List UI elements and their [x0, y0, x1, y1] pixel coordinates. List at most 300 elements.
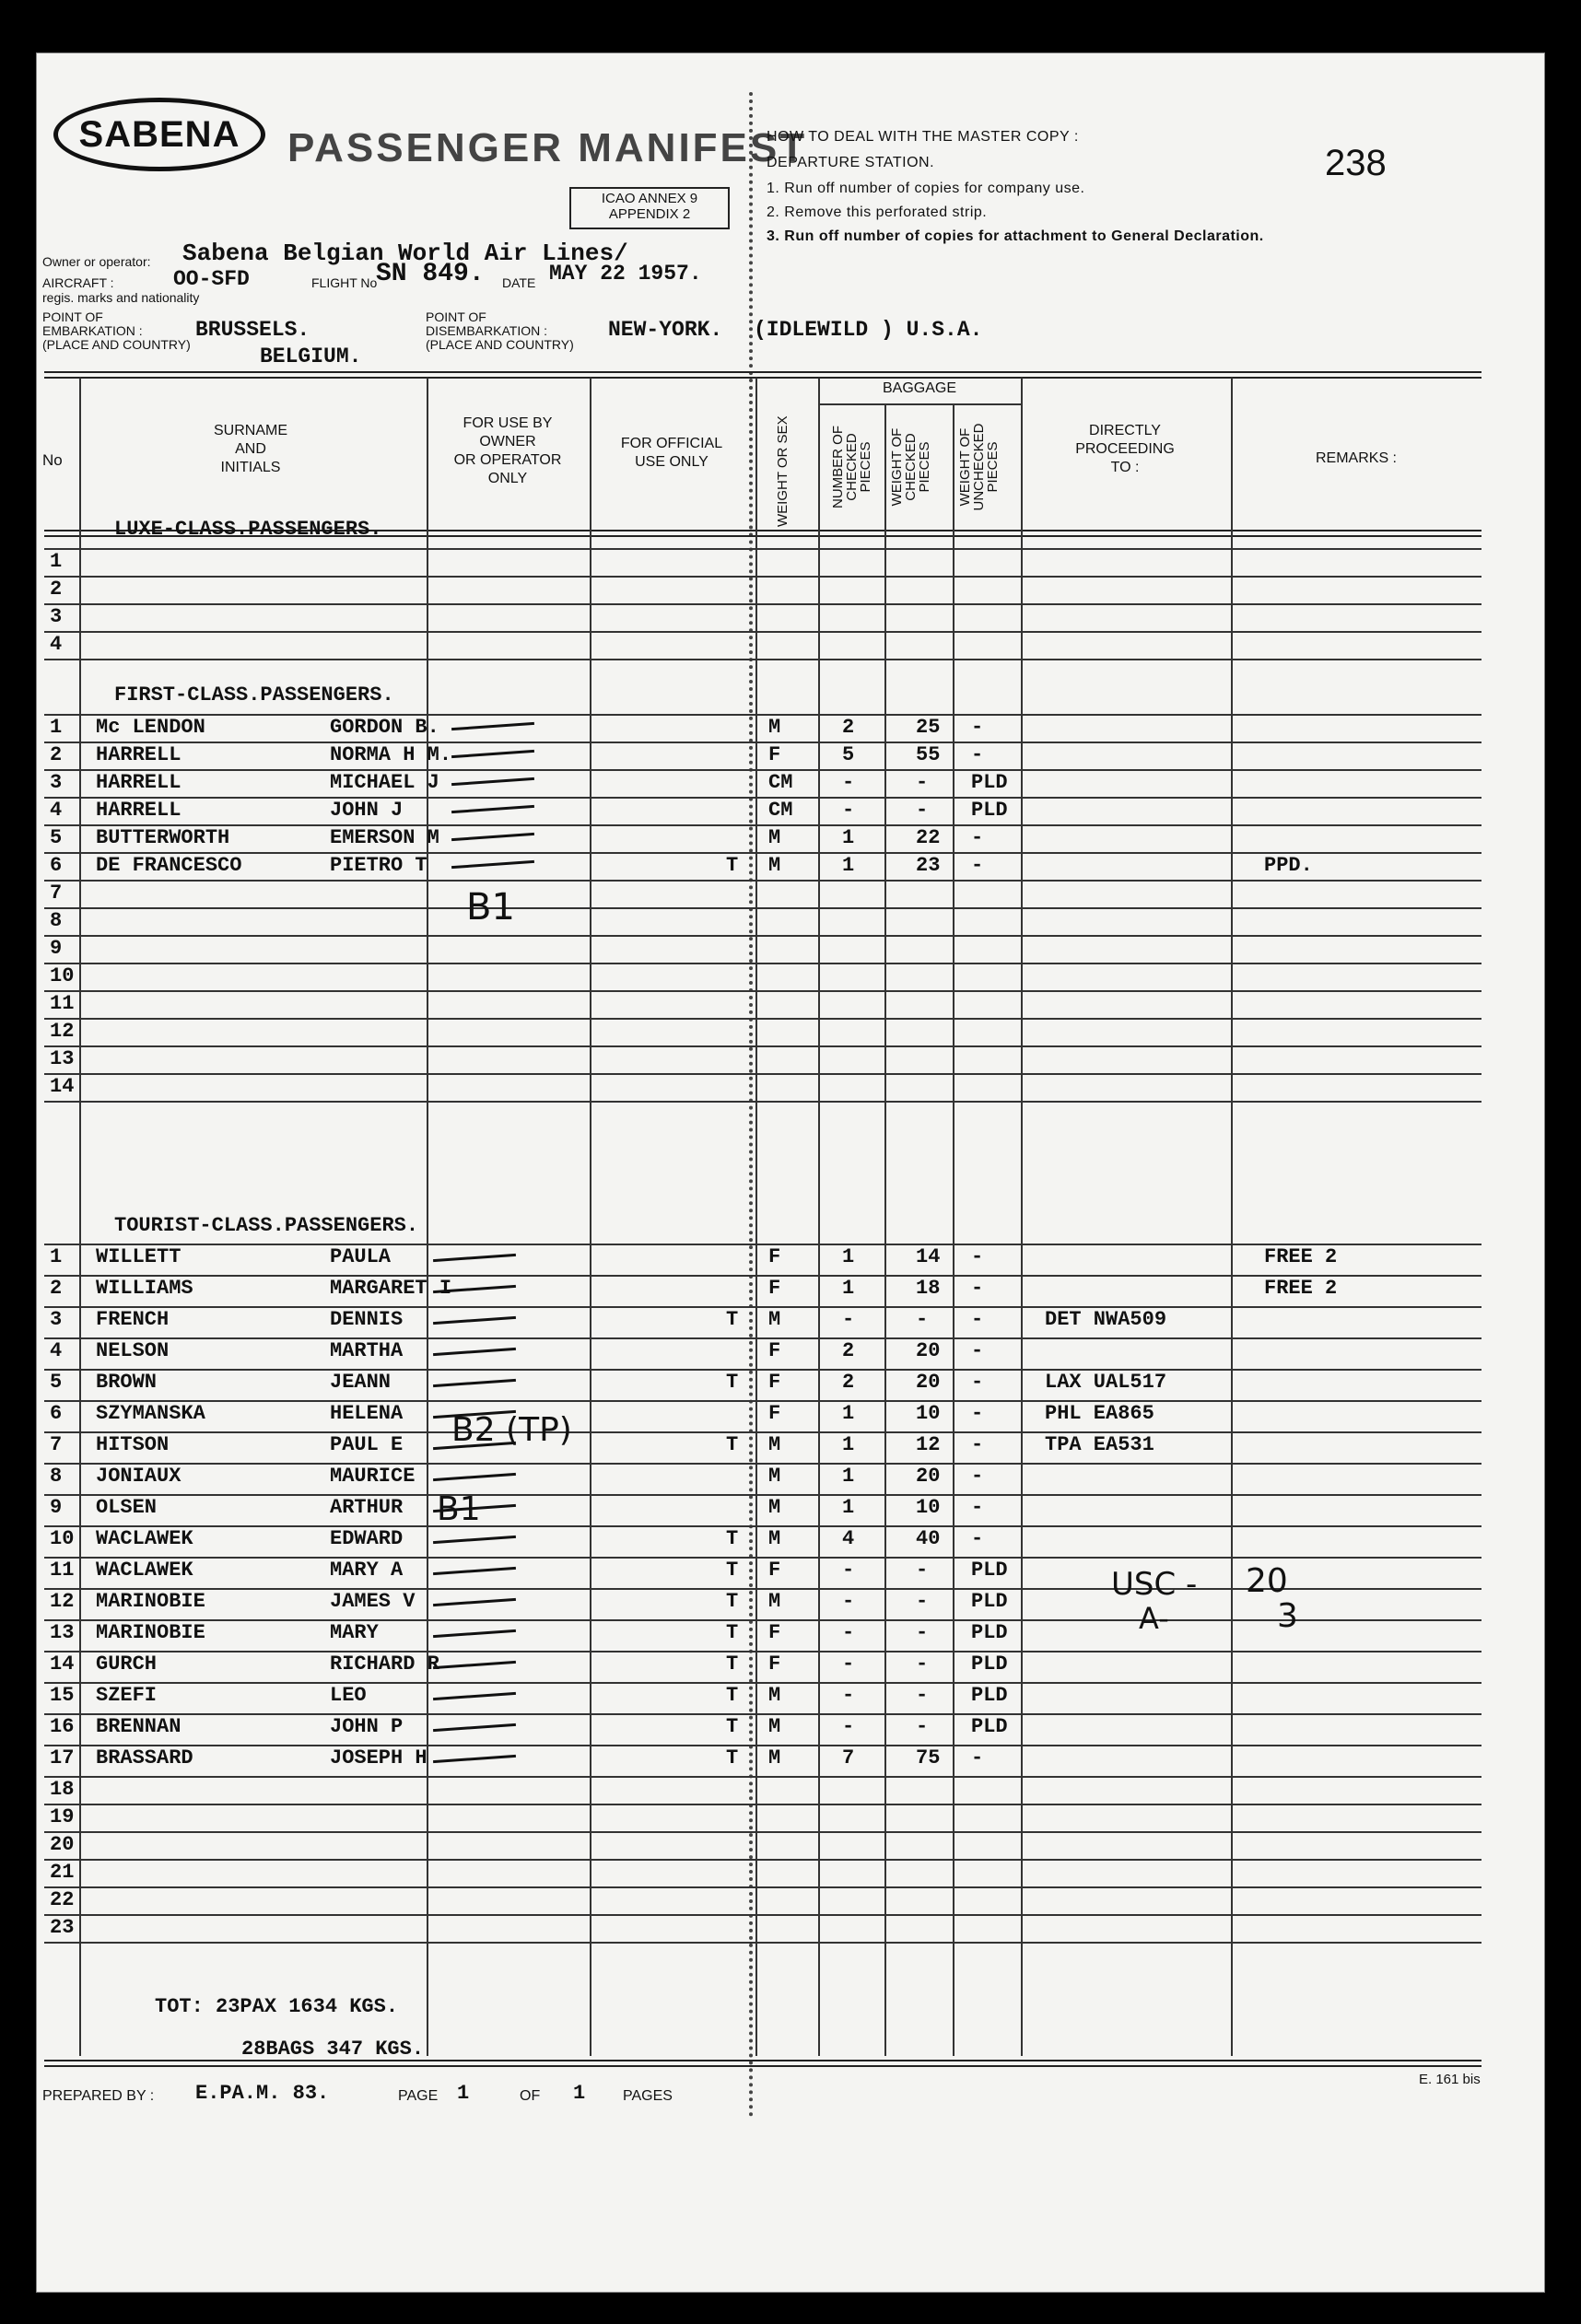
row-number: 4 [50, 633, 63, 656]
grid-v-7 [953, 405, 954, 2056]
checked-pieces: - [842, 1590, 855, 1613]
row-rule [44, 824, 1481, 826]
row-number: 20 [50, 1833, 75, 1856]
table-bottom-rule [44, 2060, 1481, 2067]
row-number: 19 [50, 1805, 75, 1828]
row-rule [44, 1525, 1481, 1527]
disembarkation-value: NEW-YORK. [608, 318, 723, 342]
row-number: 7 [50, 1433, 63, 1456]
checked-pieces: - [842, 1684, 855, 1707]
passenger-surname: WILLIAMS [96, 1277, 193, 1300]
passenger-given-name: JOHN P [330, 1715, 404, 1738]
passenger-sex: M [768, 1496, 781, 1519]
row-rule [44, 1713, 1481, 1715]
col-owner-use: FOR USE BY OWNER OR OPERATOR ONLY [453, 415, 562, 486]
unchecked-weight: - [971, 1433, 984, 1456]
passenger-given-name: MARY [330, 1621, 379, 1644]
row-number: 3 [50, 771, 63, 794]
instruction-line-1: 1. Run off number of copies for company use. [767, 181, 1085, 196]
checked-weight: 20 [916, 1371, 941, 1394]
passenger-surname: HARRELL [96, 743, 182, 766]
unchecked-weight: PLD [971, 1621, 1008, 1644]
checked-pieces: 1 [842, 1245, 855, 1268]
checked-weight: - [916, 1715, 929, 1738]
date-label: DATE [502, 275, 536, 290]
row-number: 12 [50, 1590, 75, 1613]
passenger-sex: F [768, 1277, 781, 1300]
passenger-surname: BRENNAN [96, 1715, 182, 1738]
passenger-given-name: MAURICE [330, 1465, 416, 1488]
row-rule [44, 935, 1481, 937]
unchecked-weight: - [971, 716, 984, 739]
col-remarks: REMARKS : [1315, 450, 1397, 466]
row-number: 22 [50, 1888, 75, 1911]
row-rule [44, 659, 1481, 660]
row-number: 9 [50, 1496, 63, 1519]
official-mark: T [726, 1527, 739, 1550]
row-number: 1 [50, 716, 63, 739]
row-number: 13 [50, 1047, 75, 1070]
checked-weight: - [916, 1308, 929, 1331]
official-mark: T [726, 1746, 739, 1769]
official-mark: T [726, 1433, 739, 1456]
row-number: 10 [50, 1527, 75, 1550]
official-mark: T [726, 854, 739, 877]
row-rule [44, 990, 1481, 992]
col-weight-sex: WEIGHT OR SEX [775, 415, 790, 527]
row-number: 4 [50, 799, 63, 822]
passenger-sex: M [768, 716, 781, 739]
passenger-surname: MARINOBIE [96, 1621, 205, 1644]
aircraft-sub-label: regis. marks and nationality [42, 290, 200, 305]
grid-v-6 [884, 405, 886, 2056]
row-number: 2 [50, 578, 63, 601]
checked-weight: - [916, 1684, 929, 1707]
row-rule [44, 1101, 1481, 1103]
owner-label: Owner or operator: [42, 254, 151, 269]
checked-pieces: 1 [842, 826, 855, 849]
row-rule [44, 1018, 1481, 1020]
col-no: No [42, 451, 63, 469]
passenger-surname: HARRELL [96, 799, 182, 822]
passenger-sex: M [768, 1590, 781, 1613]
passenger-given-name: HELENA [330, 1402, 404, 1425]
instruction-line-2: 2. Remove this perforated strip. [767, 204, 988, 220]
unchecked-weight: PLD [971, 1652, 1008, 1676]
handwritten-count-a: 20 [1246, 1562, 1288, 1600]
passenger-given-name: ARTHUR [330, 1496, 404, 1519]
checked-weight: 18 [916, 1277, 941, 1300]
passenger-given-name: PIETRO T [330, 854, 427, 877]
checked-pieces: 5 [842, 743, 855, 766]
aircraft-value: OO-SFD [173, 267, 250, 291]
row-number: 1 [50, 1245, 63, 1268]
row-number: 3 [50, 605, 63, 628]
col-baggage: BAGGAGE [882, 380, 957, 396]
col-unchecked-weight: WEIGHT OF UNCHECKED PIECES [957, 423, 1001, 511]
checked-weight: 20 [916, 1465, 941, 1488]
embarkation-label: POINT OF EMBARKATION : (PLACE AND COUNTRY) [42, 309, 191, 352]
flight-value: SN 849. [376, 260, 485, 288]
row-number: 4 [50, 1339, 63, 1362]
row-number: 17 [50, 1746, 75, 1769]
checked-pieces: 1 [842, 1402, 855, 1425]
totals-line-2: 28BAGS 347 KGS. [241, 2038, 425, 2061]
passenger-given-name: JOSEPH H [330, 1746, 427, 1769]
remarks: FREE 2 [1264, 1245, 1338, 1268]
unchecked-weight: - [971, 1465, 984, 1488]
checked-pieces: 1 [842, 1433, 855, 1456]
unchecked-weight: PLD [971, 1715, 1008, 1738]
passenger-sex: M [768, 1746, 781, 1769]
instructions-title: HOW TO DEAL WITH THE MASTER COPY : [767, 129, 1079, 145]
passenger-given-name: PAUL E [330, 1433, 404, 1456]
instructions-subtitle: DEPARTURE STATION. [767, 155, 935, 170]
passenger-sex: F [768, 743, 781, 766]
row-rule [44, 1886, 1481, 1888]
prepared-by-label: PREPARED BY : [42, 2088, 155, 2104]
checked-pieces: - [842, 1715, 855, 1738]
row-rule [44, 1859, 1481, 1861]
row-rule [44, 907, 1481, 909]
passenger-surname: WACLAWEK [96, 1559, 193, 1582]
row-rule [44, 1337, 1481, 1339]
passenger-sex: M [768, 1684, 781, 1707]
row-number: 6 [50, 1402, 63, 1425]
disembarkation-airport: (IDLEWILD ) U.S.A. [754, 318, 983, 342]
icao-annex-box [569, 187, 730, 229]
col-surname: SURNAME AND INITIALS [213, 423, 287, 475]
passenger-surname: FRENCH [96, 1308, 170, 1331]
row-number: 13 [50, 1621, 75, 1644]
prepared-by-value: E.PA.M. 83. [195, 2082, 330, 2105]
row-rule [44, 1400, 1481, 1402]
passenger-sex: F [768, 1339, 781, 1362]
passenger-sex: CM [768, 771, 793, 794]
row-number: 14 [50, 1075, 75, 1098]
passenger-sex: M [768, 1308, 781, 1331]
handwritten-b1-tourist: B1 [437, 1490, 481, 1528]
row-number: 2 [50, 1277, 63, 1300]
baggage-rule [818, 403, 1023, 405]
passenger-given-name: MARGARET I [330, 1277, 452, 1300]
row-rule [44, 1745, 1481, 1746]
unchecked-weight: - [971, 1746, 984, 1769]
col-checked-weight: WEIGHT OF CHECKED PIECES [889, 427, 932, 507]
page-value: 1 [457, 2082, 470, 2105]
passenger-surname: Mc LENDON [96, 716, 205, 739]
instruction-line-3: 3. Run off number of copies for attachment to General Declaration. [767, 228, 1264, 244]
checked-pieces: 2 [842, 1371, 855, 1394]
remarks: PPD. [1264, 854, 1313, 877]
unchecked-weight: - [971, 854, 984, 877]
checked-weight: 55 [916, 743, 941, 766]
row-number: 23 [50, 1916, 75, 1939]
row-number: 21 [50, 1861, 75, 1884]
passenger-given-name: GORDON B. [330, 716, 439, 739]
unchecked-weight: - [971, 1277, 984, 1300]
checked-weight: - [916, 799, 929, 822]
passenger-sex: M [768, 1433, 781, 1456]
checked-weight: 75 [916, 1746, 941, 1769]
unchecked-weight: - [971, 743, 984, 766]
checked-pieces: 2 [842, 716, 855, 739]
checked-pieces: 7 [842, 1746, 855, 1769]
handwritten-count-b: 3 [1277, 1597, 1298, 1635]
passenger-sex: M [768, 1465, 781, 1488]
passenger-sex: F [768, 1652, 781, 1676]
embarkation-country: BELGIUM. [260, 345, 362, 368]
section-first: FIRST-CLASS.PASSENGERS. [114, 683, 394, 707]
row-rule [44, 1804, 1481, 1805]
row-rule [44, 1494, 1481, 1496]
pages-label: PAGES [623, 2088, 673, 2104]
checked-pieces: 1 [842, 1277, 855, 1300]
page-number: 238 [1325, 143, 1387, 183]
row-number: 8 [50, 1465, 63, 1488]
checked-pieces: - [842, 1559, 855, 1582]
passenger-given-name: LEO [330, 1684, 367, 1707]
passenger-surname: NELSON [96, 1339, 170, 1362]
passenger-given-name: RICHARD R [330, 1652, 439, 1676]
checked-weight: - [916, 1621, 929, 1644]
passenger-surname: HITSON [96, 1433, 170, 1456]
official-mark: T [726, 1715, 739, 1738]
row-number: 10 [50, 964, 75, 987]
connecting-flight: LAX UAL517 [1045, 1371, 1167, 1394]
checked-weight: 40 [916, 1527, 941, 1550]
checked-weight: - [916, 1559, 929, 1582]
checked-weight: 22 [916, 826, 941, 849]
connecting-flight: PHL EA865 [1045, 1402, 1154, 1425]
row-number: 14 [50, 1652, 75, 1676]
passenger-sex: CM [768, 799, 793, 822]
passenger-given-name: NORMA H M. [330, 743, 452, 766]
official-mark: T [726, 1371, 739, 1394]
unchecked-weight: - [971, 1496, 984, 1519]
row-rule [44, 769, 1481, 771]
remarks: FREE 2 [1264, 1277, 1338, 1300]
passenger-given-name: MARTHA [330, 1339, 404, 1362]
official-mark: T [726, 1684, 739, 1707]
passenger-given-name: JOHN J [330, 799, 404, 822]
row-rule [44, 548, 1481, 550]
col-proceeding: DIRECTLY PROCEEDING TO : [1075, 423, 1175, 475]
passenger-sex: F [768, 1559, 781, 1582]
row-rule [44, 1776, 1481, 1778]
handwritten-b2: B2 (TP) [451, 1411, 572, 1449]
row-number: 16 [50, 1715, 75, 1738]
passenger-surname: GURCH [96, 1652, 158, 1676]
row-number: 2 [50, 743, 63, 766]
unchecked-weight: - [971, 1339, 984, 1362]
row-rule [44, 1682, 1481, 1684]
passenger-surname: WILLETT [96, 1245, 182, 1268]
row-rule [44, 1463, 1481, 1465]
official-mark: T [726, 1621, 739, 1644]
checked-weight: 10 [916, 1402, 941, 1425]
row-number: 9 [50, 937, 63, 960]
checked-pieces: 1 [842, 1465, 855, 1488]
section-tourist: TOURIST-CLASS.PASSENGERS. [114, 1214, 419, 1237]
manifest-sheet [37, 53, 1544, 2292]
official-mark: T [726, 1590, 739, 1613]
row-rule [44, 963, 1481, 964]
unchecked-weight: PLD [971, 799, 1008, 822]
row-number: 15 [50, 1684, 75, 1707]
checked-weight: 12 [916, 1433, 941, 1456]
passenger-given-name: EMERSON M [330, 826, 439, 849]
passenger-surname: BUTTERWORTH [96, 826, 230, 849]
row-rule [44, 880, 1481, 882]
of-value: 1 [573, 2082, 586, 2105]
row-rule [44, 1619, 1481, 1621]
passenger-surname: SZEFI [96, 1684, 158, 1707]
row-number: 18 [50, 1778, 75, 1801]
checked-weight: 20 [916, 1339, 941, 1362]
passenger-surname: WACLAWEK [96, 1527, 193, 1550]
checked-pieces: 1 [842, 1496, 855, 1519]
checked-pieces: 1 [842, 854, 855, 877]
row-number: 5 [50, 1371, 63, 1394]
passenger-surname: DE FRANCESCO [96, 854, 242, 877]
row-number: 11 [50, 992, 75, 1015]
passenger-given-name: MARY A [330, 1559, 404, 1582]
of-label: OF [520, 2088, 541, 2104]
passenger-given-name: JAMES V [330, 1590, 416, 1613]
connecting-flight: DET NWA509 [1045, 1308, 1167, 1331]
checked-pieces: - [842, 1652, 855, 1676]
unchecked-weight: - [971, 1527, 984, 1550]
checked-weight: 10 [916, 1496, 941, 1519]
passenger-given-name: EDWARD [330, 1527, 404, 1550]
icao-annex-text: ICAO ANNEX 9 APPENDIX 2 [601, 191, 698, 222]
checked-pieces: - [842, 799, 855, 822]
row-rule [44, 1431, 1481, 1433]
checked-weight: - [916, 771, 929, 794]
row-number: 11 [50, 1559, 75, 1582]
embarkation-value: BRUSSELS. [195, 318, 310, 342]
passenger-given-name: JEANN [330, 1371, 392, 1394]
passenger-sex: M [768, 826, 781, 849]
checked-weight: - [916, 1652, 929, 1676]
unchecked-weight: PLD [971, 771, 1008, 794]
form-code: E. 161 bis [1419, 2072, 1481, 2087]
row-rule [44, 603, 1481, 605]
row-rule [44, 1651, 1481, 1652]
passenger-sex: M [768, 854, 781, 877]
unchecked-weight: - [971, 1402, 984, 1425]
disembarkation-label: POINT OF DISEMBARKATION : (PLACE AND COUNTRY) [426, 309, 574, 352]
aircraft-label: AIRCRAFT : [42, 275, 114, 290]
passenger-given-name: PAULA [330, 1245, 392, 1268]
official-mark: T [726, 1559, 739, 1582]
row-rule [44, 576, 1481, 578]
unchecked-weight: PLD [971, 1684, 1008, 1707]
page-label: PAGE [398, 2088, 439, 2104]
passenger-sex: F [768, 1402, 781, 1425]
passenger-surname: OLSEN [96, 1496, 158, 1519]
row-rule [44, 1369, 1481, 1371]
passenger-surname: SZYMANSKA [96, 1402, 205, 1425]
checked-pieces: - [842, 1621, 855, 1644]
row-rule [44, 1557, 1481, 1559]
row-rule [44, 1073, 1481, 1075]
checked-weight: 14 [916, 1245, 941, 1268]
row-rule [44, 1914, 1481, 1916]
row-number: 8 [50, 909, 63, 932]
row-rule [44, 742, 1481, 743]
row-rule [44, 631, 1481, 633]
passenger-sex: F [768, 1245, 781, 1268]
passenger-given-name: DENNIS [330, 1308, 404, 1331]
checked-pieces: - [842, 1308, 855, 1331]
checked-weight: - [916, 1590, 929, 1613]
official-mark: T [726, 1308, 739, 1331]
row-rule [44, 1942, 1481, 1944]
row-number: 7 [50, 882, 63, 905]
flight-label: FLIGHT No [311, 275, 378, 290]
manifest-title: PASSENGER MANIFEST [287, 125, 808, 170]
checked-weight: 25 [916, 716, 941, 739]
passenger-sex: M [768, 1715, 781, 1738]
passenger-given-name: MICHAEL J [330, 771, 439, 794]
row-number: 5 [50, 826, 63, 849]
row-rule [44, 714, 1481, 716]
handwritten-b1-first: B1 [466, 886, 515, 928]
unchecked-weight: - [971, 1308, 984, 1331]
unchecked-weight: - [971, 826, 984, 849]
connecting-flight: TPA EA531 [1045, 1433, 1154, 1456]
official-mark: T [726, 1652, 739, 1676]
passenger-surname: BROWN [96, 1371, 158, 1394]
col-official-use: FOR OFFICIAL USE ONLY [620, 436, 723, 470]
row-number: 12 [50, 1020, 75, 1043]
passenger-surname: JONIAUX [96, 1465, 182, 1488]
row-number: 1 [50, 550, 63, 573]
date-value: MAY 22 1957. [549, 262, 702, 286]
checked-weight: 23 [916, 854, 941, 877]
table-top-rule [44, 371, 1481, 379]
passenger-sex: F [768, 1371, 781, 1394]
passenger-surname: MARINOBIE [96, 1590, 205, 1613]
passenger-sex: M [768, 1527, 781, 1550]
row-rule [44, 1831, 1481, 1833]
section-luxe: LUXE-CLASS.PASSENGERS. [114, 518, 382, 541]
handwritten-usc: USC - [1111, 1566, 1198, 1603]
sabena-logo: SABENA [53, 98, 265, 171]
handwritten-usc-a: A- [1139, 1601, 1169, 1636]
passenger-surname: BRASSARD [96, 1746, 193, 1769]
perforated-strip-line [749, 92, 753, 2119]
row-number: 3 [50, 1308, 63, 1331]
row-rule [44, 1045, 1481, 1047]
unchecked-weight: - [971, 1245, 984, 1268]
checked-pieces: 2 [842, 1339, 855, 1362]
passenger-sex: F [768, 1621, 781, 1644]
col-checked-pieces: NUMBER OF CHECKED PIECES [830, 426, 873, 508]
unchecked-weight: - [971, 1371, 984, 1394]
owner-value: Sabena Belgian World Air Lines/ [182, 239, 628, 267]
checked-pieces: 4 [842, 1527, 855, 1550]
row-rule [44, 1306, 1481, 1308]
totals-line-1: TOT: 23PAX 1634 KGS. [155, 1995, 399, 2018]
unchecked-weight: PLD [971, 1559, 1008, 1582]
unchecked-weight: PLD [971, 1590, 1008, 1613]
row-rule [44, 797, 1481, 799]
row-number: 6 [50, 854, 63, 877]
checked-pieces: - [842, 771, 855, 794]
